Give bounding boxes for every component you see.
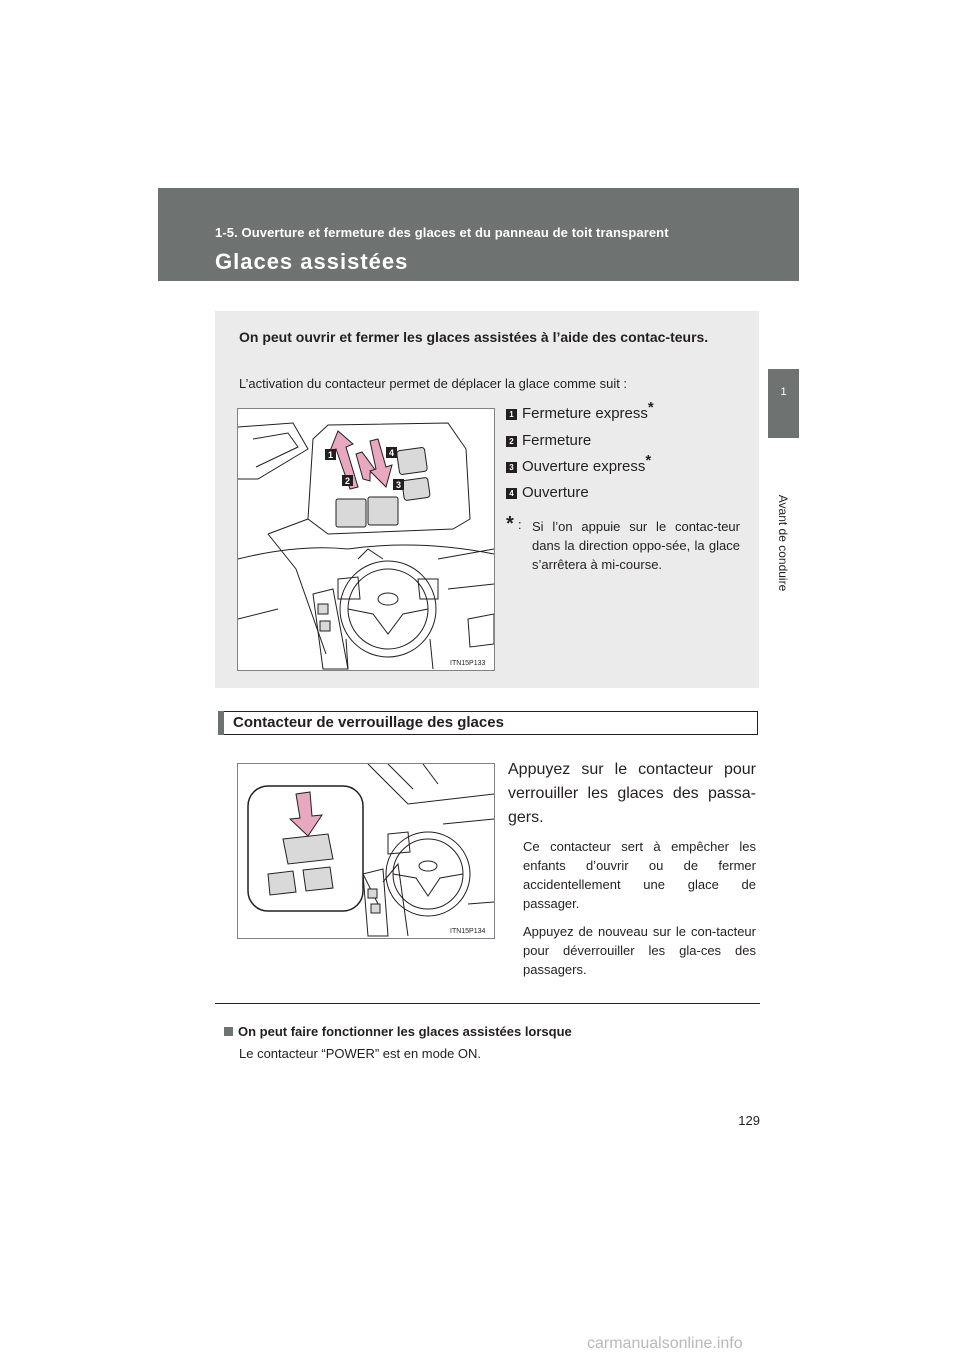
step-badge: 3 [506,462,517,473]
subsection-title: Contacteur de verrouillage des glaces [233,714,504,731]
chapter-tab [768,369,799,438]
door-panel-drawing [238,409,494,670]
footnote-asterisk: * [506,513,514,535]
lock-switch-illustration [237,763,495,939]
chapter-label: Avant de conduire [776,494,790,592]
intro-lead-text: On peut ouvrir et fermer les glaces assistées à l’aide des contac-teurs. [239,329,709,345]
step-item-4 [506,484,589,501]
note-heading-text: On peut faire fonctionner les glaces assistées lorsque [238,1024,572,1039]
step-label: Fermeture [522,432,592,449]
step-label: Ouverture [522,484,589,501]
figure-code: ITN15P134 [450,928,486,935]
figure-code: ITN15P133 [450,660,486,667]
step-label: Fermeture express [522,405,648,422]
step-badge: 2 [506,436,517,447]
divider [215,1003,760,1004]
square-bullet-icon [224,1027,233,1036]
intro-sub-text: L’activation du contacteur permet de déplacer la glace comme suit : [239,376,628,391]
svg-text:4: 4 [388,448,395,458]
page-number: 129 [738,1113,760,1128]
footnote-text: Si l’on appuie sur le contac-teur dans la direction oppo-sée, la glace s’arrêtera à mi-course. [532,519,740,572]
step-label: Ouverture express [522,458,646,475]
lock-note-1: Ce contacteur sert à empêcher les enfants d’ouvrir ou de fermer accidentellement une glace de passager. [523,839,756,911]
chapter-number: 1 [780,386,787,398]
svg-text:1: 1 [327,450,334,460]
step-item-3 [506,452,652,475]
step-item-1 [506,399,654,422]
note-body: Le contacteur “POWER” est en mode ON. [239,1046,482,1061]
lock-instruction: Appuyez sur le contacteur pour verrouiller les glaces des passa-gers. [508,761,756,826]
step-item-2 [506,432,591,449]
lock-note-2: Appuyez de nouveau sur le con-tacteur pour déverrouiller les gla-ces des passagers. [523,924,756,977]
svg-text:3: 3 [395,480,402,490]
asterisk: * [647,399,654,416]
page-title: Glaces assistées [215,249,409,274]
section-label: 1-5. Ouverture et fermeture des glaces et du panneau de toit transparent [215,225,669,240]
step-badge: 1 [506,409,517,420]
arrow-graphics [327,431,395,489]
lock-switch-drawing [238,764,494,938]
svg-text:2: 2 [344,476,351,486]
window-switch-illustration [237,408,495,671]
subsection-marker [218,711,224,735]
footnote-colon: : [518,517,522,532]
step-badge: 4 [506,488,517,499]
asterisk: * [645,452,652,469]
watermark: carmanualsonline.info [587,1335,743,1352]
note-heading [224,1024,572,1039]
